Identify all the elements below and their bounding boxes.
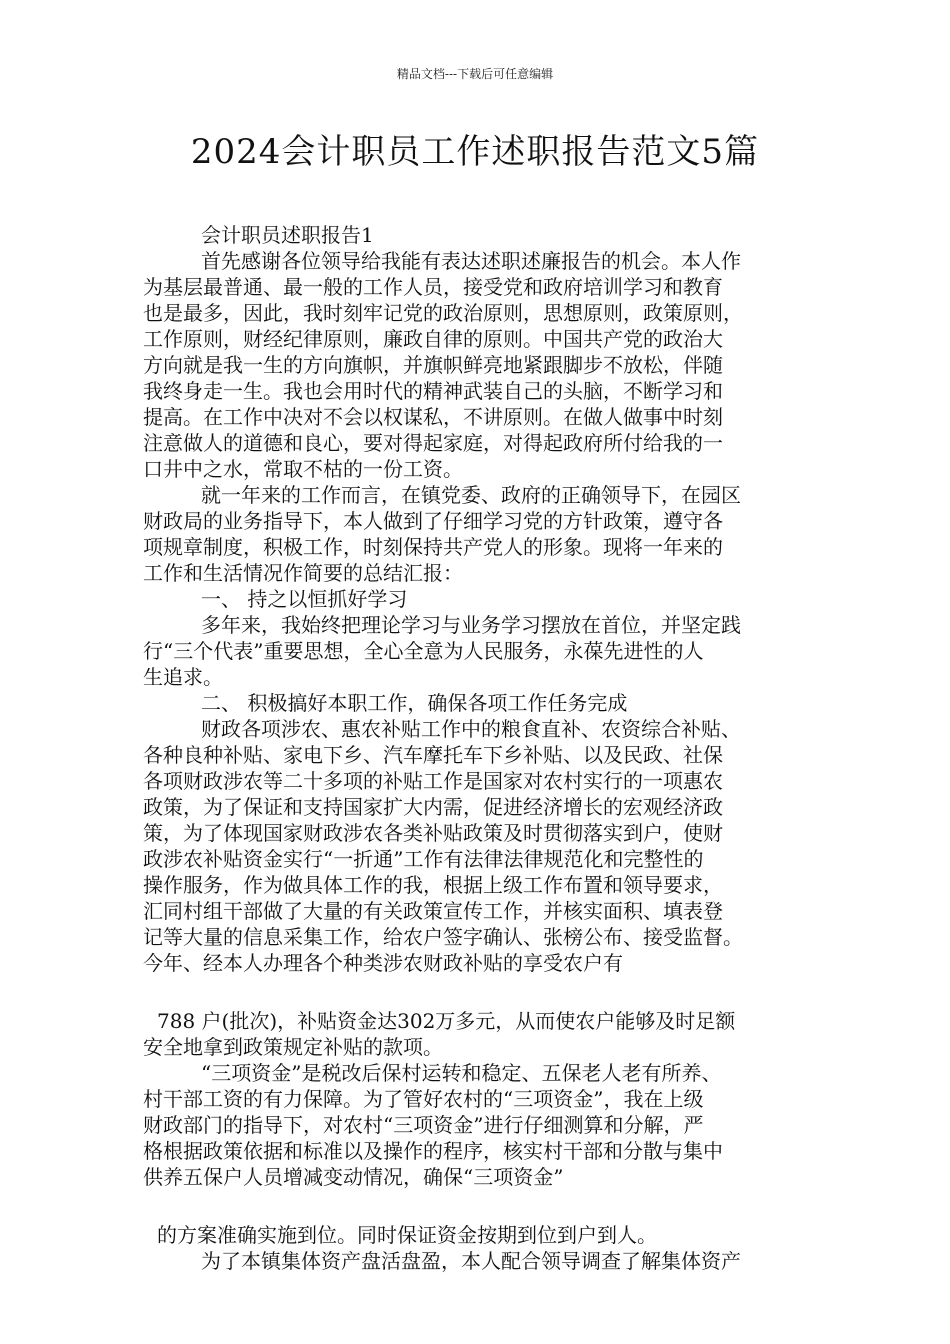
paragraph-line: 今年、经本人办理各个种类涉农财政补贴的享受农户有 (143, 951, 623, 975)
paragraph-line: 注意做人的道德和良心，要对得起家庭，对得起政府所付给我的一 (143, 431, 723, 455)
paragraph-line: 记等大量的信息采集工作，给农户签字确认、张榜公布、接受监督。 (143, 925, 743, 949)
paragraph-line: 安全地拿到政策规定补贴的款项。 (143, 1035, 443, 1059)
paragraph-line: 财政各项涉农、惠农补贴工作中的粮食直补、农资综合补贴、 (201, 717, 741, 741)
paragraph-line: 汇同村组干部做了大量的有关政策宣传工作，并核实面积、填表登 (143, 899, 723, 923)
paragraph-line: 财政局的业务指导下，本人做到了仔细学习党的方针政策，遵守各 (143, 509, 723, 533)
paragraph-line: 村干部工资的有力保障。为了管好农村的“三项资金”，我在上级 (143, 1087, 704, 1111)
paragraph-line: 首先感谢各位领导给我能有表达述职述廉报告的机会。本人作 (201, 249, 741, 273)
paragraph-line: 工作和生活情况作简要的总结汇报： (143, 561, 463, 585)
paragraph-line: 口井中之水，常取不枯的一份工资。 (143, 457, 463, 481)
paragraph-line: 的方案准确实施到位。同时保证资金按期到位到户到人。 (157, 1223, 657, 1247)
paragraph-line: 财政部门的指导下，对农村“三项资金”进行仔细测算和分解，严 (143, 1113, 704, 1137)
paragraph-line: 供养五保户人员增减变动情况，确保“三项资金” (143, 1165, 564, 1189)
paragraph-gap (143, 976, 823, 1008)
paragraph-line: 策，为了体现国家财政涉农各类补贴政策及时贯彻落实到户，使财 (143, 821, 723, 845)
header-note: 精品文档---下载后可任意编辑 (396, 67, 554, 81)
paragraph-line: 788 户(批次)，补贴资金达302万多元，从而使农户能够及时足额 (157, 1009, 736, 1033)
paragraph-line: 生追求。 (143, 665, 223, 689)
paragraph-line: 就一年来的工作而言，在镇党委、政府的正确领导下，在园区 (201, 483, 741, 507)
document-body (143, 222, 823, 1274)
paragraph-line: 操作服务，作为做具体工作的我，根据上级工作布置和领导要求， (143, 873, 723, 897)
paragraph-line: 政策，为了保证和支持国家扩大内需，促进经济增长的宏观经济政 (143, 795, 723, 819)
paragraph-gap (143, 1190, 823, 1222)
paragraph-line: 为基层最普通、最一般的工作人员，接受党和政府培训学习和教育 (143, 275, 723, 299)
paragraph-line: 我终身走一生。我也会用时代的精神武装自己的头脑，不断学习和 (143, 379, 723, 403)
paragraph-line: 格根据政策依据和标准以及操作的程序，核实村干部和分散与集中 (143, 1139, 723, 1163)
subsection-heading: 二、 积极搞好本职工作，确保各项工作任务完成 (201, 691, 628, 715)
paragraph-line: 为了本镇集体资产盘活盘盈，本人配合领导调查了解集体资产 (201, 1249, 741, 1273)
paragraph-line: 政涉农补贴资金实行“一折通”工作有法律法律规范化和完整性的 (143, 847, 704, 871)
paragraph-line: 多年来，我始终把理论学习与业务学习摆放在首位，并坚定践 (201, 613, 741, 637)
document-title: 2024会计职员工作述职报告范文5篇 (190, 132, 760, 172)
paragraph-line: 提高。在工作中决对不会以权谋私，不讲原则。在做人做事中时刻 (143, 405, 723, 429)
paragraph-line: 各项财政涉农等二十多项的补贴工作是国家对农村实行的一项惠农 (143, 769, 723, 793)
paragraph-line: “三项资金”是税改后保村运转和稳定、五保老人老有所养、 (201, 1061, 722, 1085)
subsection-heading: 一、 持之以恒抓好学习 (201, 587, 408, 611)
section-heading: 会计职员述职报告1 (201, 223, 374, 247)
paragraph-line: 行“三个代表”重要思想，全心全意为人民服务，永葆先进性的人 (143, 639, 704, 663)
paragraph-line: 工作原则，财经纪律原则，廉政自律的原则。中国共产党的政治大 (143, 327, 723, 351)
paragraph-line: 方向就是我一生的方向旗帜，并旗帜鲜亮地紧跟脚步不放松，伴随 (143, 353, 723, 377)
paragraph-line: 各种良种补贴、家电下乡、汽车摩托车下乡补贴、以及民政、社保 (143, 743, 723, 767)
paragraph-line: 项规章制度，积极工作，时刻保持共产党人的形象。现将一年来的 (143, 535, 723, 559)
paragraph-line: 也是最多，因此，我时刻牢记党的政治原则，思想原则，政策原则， (143, 301, 743, 325)
